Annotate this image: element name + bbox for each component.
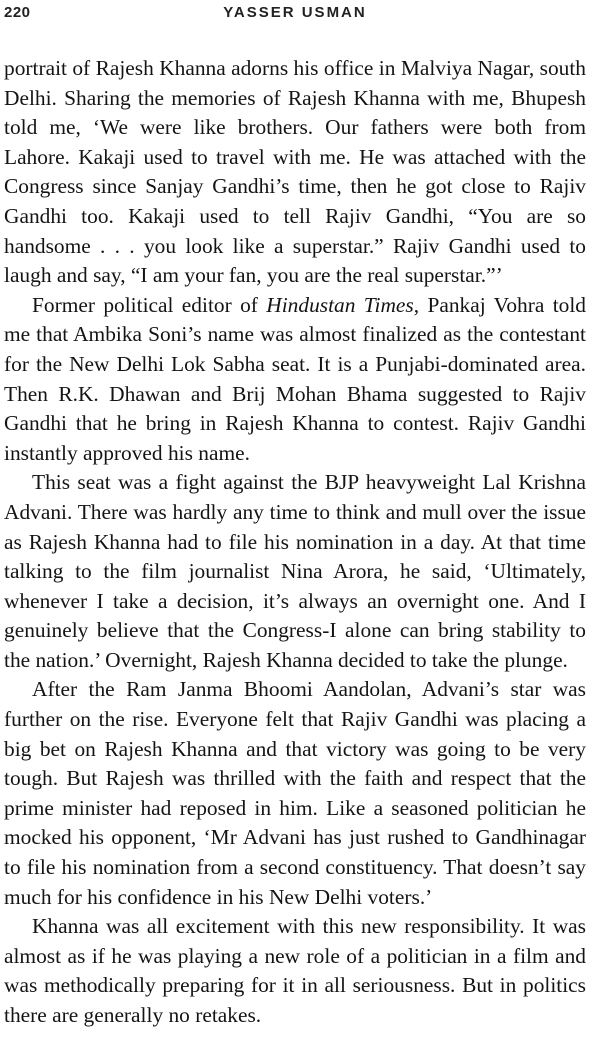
publication-title: Hindustan Times [266,292,414,317]
running-head [4,0,586,28]
paragraph-2: Former political editor of Hindustan Times, Pankaj Vohra told me that Ambika Soni’s name was almost finalized as the contestant for the New Delhi Lok Sabha seat. It is a Punjabi-dominated area. Then R.K. Dhawan and Brij Mohan Bhama suggested to Rajiv Gandhi that he bring in Rajesh Khanna to contest. Rajiv Gandhi instantly approved his name. [4,292,586,465]
page-number: 220 [4,4,31,21]
paragraph-5: Khanna was all excitement with this new responsibility. It was almost as if he was playing a new role of a politician in a film and was methodically preparing for it in all seriousness. But in politics there are generally no retakes. [4,914,586,1027]
paragraph-4: After the Ram Janma Bhoomi Aandolan, Advani’s star was further on the rise. Everyone felt that Rajiv Gandhi was placing a big bet on Rajesh Khanna and that victory was going to be very tough. But Rajesh was thrilled with the faith and respect that the prime minister had reposed in him. Like a seasoned politician he mocked his opponent, ‘Mr Advani has just rushed to Gandhinagar to file his nomination from a second constituency. That doesn’t say much for his confidence in his New Delhi voters.’ [4,677,586,909]
paragraph-3: This seat was a fight against the BJP heavyweight Lal Krishna Advani. There was hardly any time to think and mull over the issue as Rajesh Khanna had to file his nomination in a day. At that time talking to the film journalist Nina Arora, he said, ‘Ultimately, whenever I take a decision, it’s always an overnight one. And I genuinely believe that the Congress-I alone can bring stability to the nation.’ Overnight, Rajesh Khanna decided to take the plunge. [4,470,586,672]
body-text [4,54,586,1031]
running-head-author: YASSER USMAN [223,4,367,21]
paragraph-1: portrait of Rajesh Khanna adorns his office in Malviya Nagar, south Delhi. Sharing the memories of Rajesh Khanna with me, Bhupesh told me, ‘We were like brothers. Our fathers were both from Lahore. Kakaji used to travel with me. He was attached with the Congress since Sanjay Gandhi’s time, then he got close to Rajiv Gandhi too. Kakaji used to tell Rajiv Gandhi, “You are so handsome . . . you look like a superstar.” Rajiv Gandhi used to laugh and say, “I am your fan, you are the real superstar.”’ [4,56,586,288]
